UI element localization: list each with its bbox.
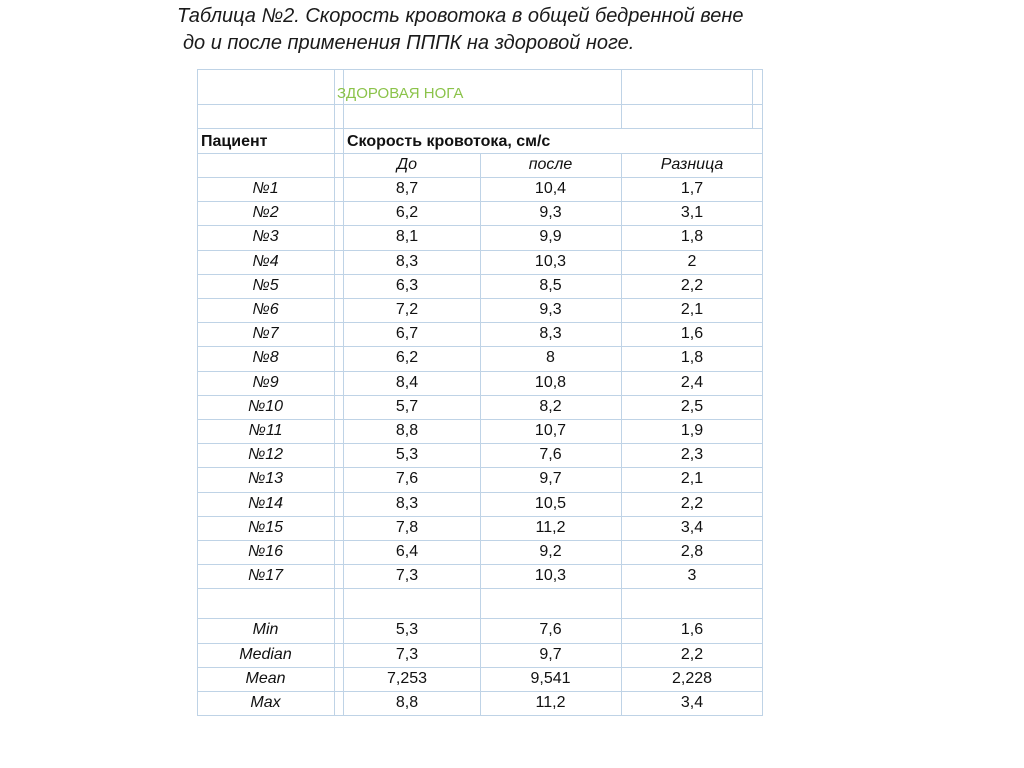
value-difference: 1,8 [680,349,704,367]
stat-after: 9,7 [539,645,562,663]
stat-after: 11,2 [535,694,566,712]
stat-before: 8,8 [395,694,419,712]
value-difference: 2,2 [680,276,704,294]
stat-before: 7,3 [395,645,419,663]
table-title-line-1: Таблица №2. Скорость кровотока в общей бедренной вене [177,5,744,27]
blood-flow-table [197,69,763,711]
value-before: 7,6 [395,470,419,488]
value-before: 6,7 [395,325,419,343]
patient-number: №14 [247,494,284,512]
value-after: 9,9 [539,228,562,246]
patient-number: №4 [252,252,279,270]
value-difference: 1,6 [680,325,704,343]
section-label-healthy-leg: ЗДОРОВАЯ НОГА [337,84,464,102]
value-before: 6,2 [395,204,419,222]
value-difference: 2,2 [680,494,704,512]
value-after: 9,3 [539,204,562,222]
value-after: 7,6 [539,446,562,464]
value-after: 10,5 [534,494,567,512]
value-before: 8,7 [395,180,419,198]
value-before: 8,1 [395,228,419,246]
value-difference: 2,8 [680,543,704,561]
patient-number: №11 [248,422,283,440]
value-after: 9,3 [539,301,562,319]
patient-number: №8 [252,349,279,367]
stat-before: 7,253 [386,669,428,687]
value-before: 7,3 [395,567,419,585]
subheader-after: после [528,156,573,173]
column-header-blood-flow-speed: Скорость кровотока, см/с [347,133,551,150]
patient-number: №3 [252,228,279,246]
table-title-line-2: до и после применения ПППК на здоровой ноге. [183,32,635,54]
grid-vline [752,69,753,128]
value-difference: 2,1 [680,470,704,488]
stat-difference: 2,228 [671,669,713,687]
value-before: 8,3 [395,494,419,512]
patient-number: №2 [252,204,279,222]
stat-after: 9,541 [530,669,571,687]
value-difference: 2,3 [680,446,704,464]
value-difference: 1,8 [680,228,704,246]
value-after: 8,3 [539,325,562,343]
stat-difference: 3,4 [680,694,704,712]
value-before: 7,8 [395,518,419,536]
value-after: 8,5 [539,276,562,294]
value-difference: 3,4 [680,518,704,536]
value-before: 8,8 [395,422,419,440]
value-before: 6,2 [395,349,419,367]
value-before: 6,4 [395,543,419,561]
value-after: 10,3 [534,252,567,270]
value-after: 8,2 [539,397,562,415]
grid-hline [197,69,763,70]
value-before: 8,3 [395,252,419,270]
value-difference: 2,1 [680,301,704,319]
value-difference: 3,1 [680,204,704,222]
patient-number: №1 [252,180,279,198]
stat-label: Mean [245,669,286,687]
stat-after: 7,6 [539,621,562,639]
value-before: 5,7 [395,397,419,415]
value-after: 9,2 [539,543,562,561]
column-header-patient: Пациент [201,133,268,150]
stat-difference: 2,2 [680,645,704,663]
grid-vline [621,69,622,128]
value-after: 10,3 [534,567,567,585]
value-difference: 1,9 [680,422,704,440]
patient-number: №7 [252,325,279,343]
value-after: 10,4 [534,180,567,198]
patient-number: №13 [247,470,284,488]
value-after: 8 [546,349,555,367]
value-after: 10,7 [534,422,567,440]
stat-label: Min [252,621,279,639]
patient-number: №9 [252,373,279,391]
value-difference: 1,7 [680,180,704,198]
value-difference: 3 [687,567,697,585]
value-difference: 2,4 [680,373,704,391]
patient-number: №15 [247,518,284,536]
stat-difference: 1,6 [680,621,704,639]
value-after: 9,7 [539,470,562,488]
value-after: 10,8 [534,373,567,391]
patient-number: №17 [247,567,284,585]
patient-number: №12 [247,446,284,464]
patient-number: №6 [252,301,279,319]
grid-hline [197,715,763,716]
patient-number: №10 [247,397,284,415]
patient-number: №16 [247,543,284,561]
value-difference: 2 [687,252,697,270]
stat-label: Median [239,645,292,663]
patient-number: №5 [252,276,279,294]
value-after: 11,2 [535,518,566,536]
subheader-difference: Разница [660,156,724,173]
value-before: 7,2 [395,301,419,319]
grid-hline [197,128,763,129]
value-difference: 2,5 [680,397,704,415]
stat-before: 5,3 [395,621,419,639]
value-before: 5,3 [395,446,419,464]
value-before: 8,4 [395,373,419,391]
value-before: 6,3 [395,276,419,294]
subheader-before: До [396,156,418,173]
stat-label: Max [250,694,281,712]
